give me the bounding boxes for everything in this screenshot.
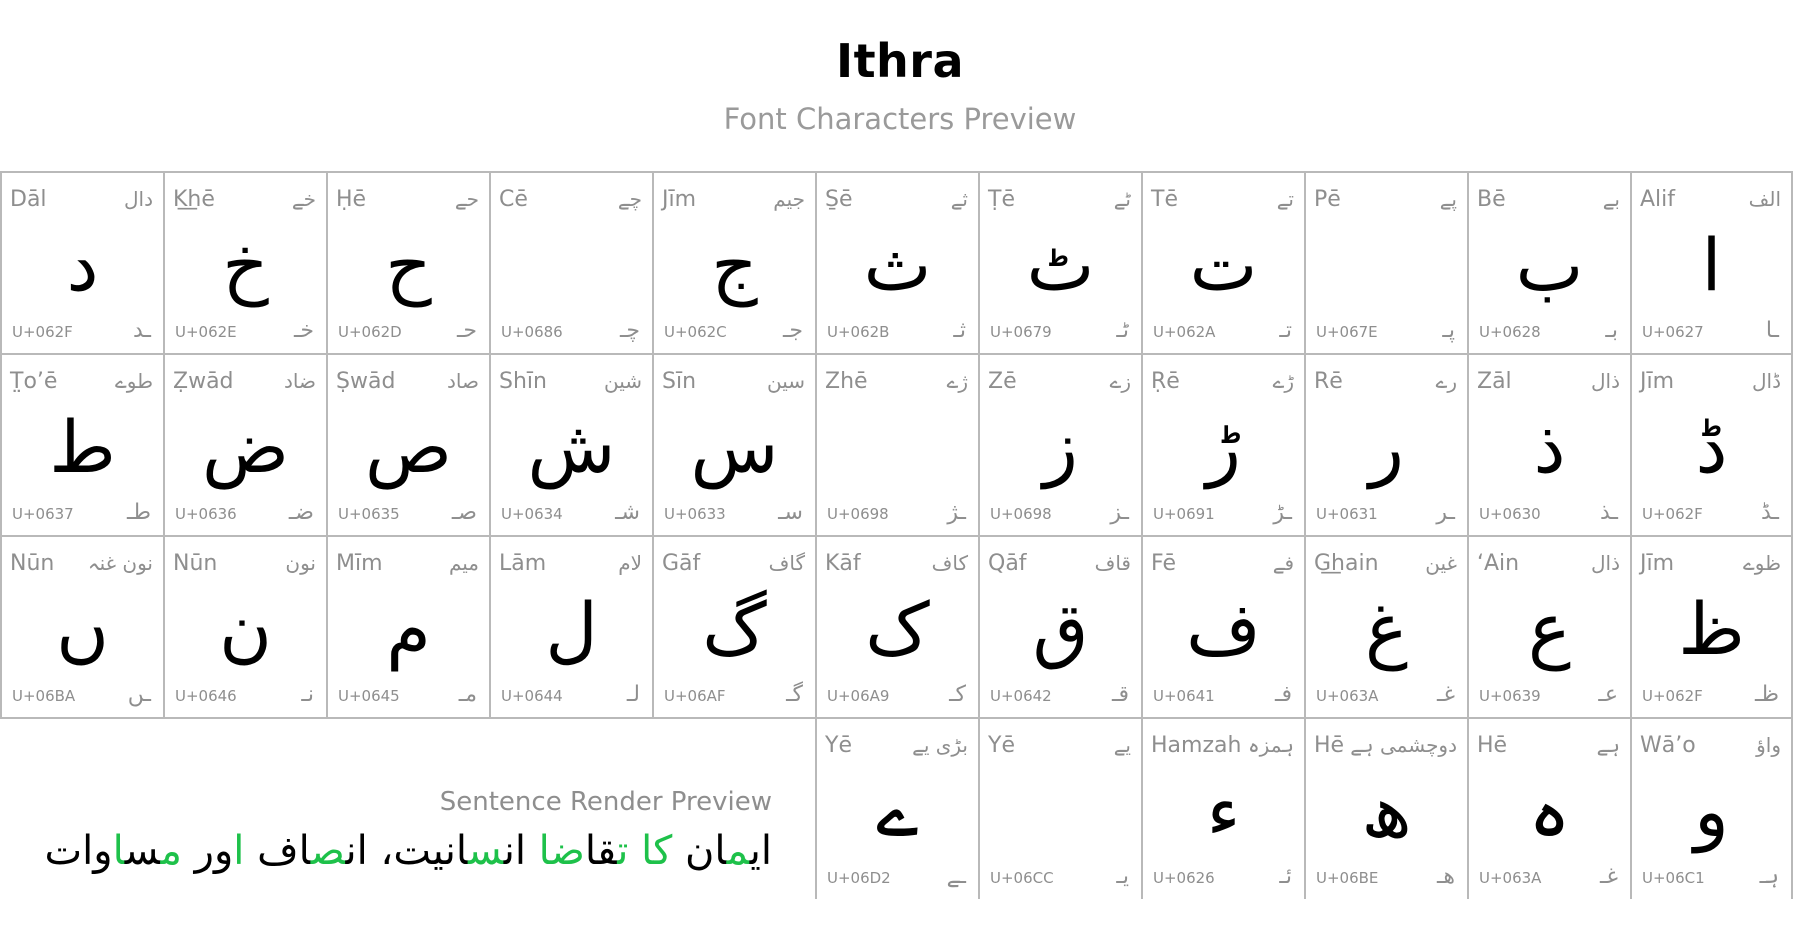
character-glyph: ث bbox=[863, 223, 932, 307]
character-unicode: U+062F bbox=[1642, 687, 1703, 705]
character-joined-form: ـڑ bbox=[1273, 500, 1292, 525]
character-name: Gāf bbox=[662, 551, 701, 576]
character-urdu-name: طوے bbox=[115, 369, 153, 393]
character-name: G͟hain bbox=[1314, 551, 1379, 576]
character-joined-form: ـے bbox=[946, 864, 966, 889]
character-urdu-name: پے bbox=[1439, 187, 1457, 211]
character-name: Zē bbox=[988, 369, 1017, 394]
character-joined-form: صـ bbox=[451, 500, 477, 525]
character-urdu-name: نون غنہ bbox=[87, 551, 153, 575]
character-cell bbox=[326, 171, 489, 353]
character-urdu-name: بڑی یے bbox=[912, 733, 968, 757]
character-unicode: U+0644 bbox=[501, 687, 563, 705]
character-unicode: U+062F bbox=[1642, 505, 1703, 523]
character-unicode: U+062A bbox=[1153, 323, 1216, 341]
character-glyph: ت bbox=[1189, 223, 1258, 307]
character-joined-form: سـ bbox=[778, 500, 803, 525]
character-urdu-name: خے bbox=[291, 187, 316, 211]
sentence-segment: ان bbox=[672, 828, 727, 874]
character-joined-form: ہـ bbox=[1759, 864, 1779, 889]
character-urdu-name: دوچشمی ہے bbox=[1350, 733, 1457, 757]
character-cell bbox=[1630, 535, 1793, 717]
character-cell bbox=[652, 353, 815, 535]
character-joined-form: ثـ bbox=[953, 318, 966, 343]
character-unicode: U+062D bbox=[338, 323, 402, 341]
character-name: K͟hē bbox=[173, 187, 215, 212]
character-name: ‘Ain bbox=[1477, 551, 1520, 576]
character-cell bbox=[1141, 353, 1304, 535]
character-name: Alif bbox=[1640, 187, 1676, 212]
character-name: Yē bbox=[988, 733, 1015, 758]
character-unicode: U+0636 bbox=[175, 505, 237, 523]
character-urdu-name: ثے bbox=[950, 187, 968, 211]
character-glyph: ھ bbox=[1361, 769, 1412, 853]
character-urdu-name: فے bbox=[1272, 551, 1294, 575]
character-unicode: U+063A bbox=[1479, 869, 1542, 887]
character-name: Jīm bbox=[1640, 551, 1675, 576]
character-joined-form: ـز bbox=[1110, 500, 1129, 525]
sentence-segment: ت bbox=[617, 828, 629, 874]
character-cell bbox=[1630, 353, 1793, 535]
character-name: Dāl bbox=[10, 187, 47, 212]
character-cell bbox=[163, 353, 326, 535]
character-urdu-name: غین bbox=[1425, 551, 1457, 575]
page-subtitle: Font Characters Preview bbox=[723, 102, 1077, 136]
character-joined-form: ـذ bbox=[1600, 500, 1618, 525]
character-unicode: U+06CC bbox=[990, 869, 1054, 887]
character-cell bbox=[978, 171, 1141, 353]
character-unicode: U+0628 bbox=[1479, 323, 1541, 341]
character-cell bbox=[815, 535, 978, 717]
character-unicode: U+067E bbox=[1316, 323, 1378, 341]
character-name: Mīm bbox=[336, 551, 383, 576]
character-cell bbox=[0, 353, 163, 535]
character-urdu-name: شین bbox=[603, 369, 642, 393]
character-glyph: ک bbox=[865, 587, 930, 671]
character-glyph: ر bbox=[1369, 405, 1404, 489]
character-urdu-name: بے bbox=[1602, 187, 1620, 211]
character-joined-form: خـ bbox=[293, 318, 314, 343]
character-urdu-name: ڈال bbox=[1752, 369, 1781, 393]
character-glyph: و bbox=[1694, 769, 1729, 853]
character-joined-form: ضـ bbox=[288, 500, 314, 525]
character-joined-form: غـ bbox=[1600, 864, 1618, 889]
character-unicode: U+0626 bbox=[1153, 869, 1215, 887]
sentence-preview-label: Sentence Render Preview bbox=[439, 787, 772, 817]
character-unicode: U+0635 bbox=[338, 505, 400, 523]
character-urdu-name: گاف bbox=[768, 551, 805, 575]
character-unicode: U+0637 bbox=[12, 505, 74, 523]
character-unicode: U+0627 bbox=[1642, 323, 1704, 341]
character-glyph: ڑ bbox=[1206, 405, 1241, 489]
character-glyph: ض bbox=[201, 405, 290, 489]
character-unicode: U+0634 bbox=[501, 505, 563, 523]
character-name: Ṭē bbox=[988, 187, 1015, 212]
character-urdu-name: رے bbox=[1435, 369, 1457, 393]
character-glyph: ح bbox=[385, 223, 432, 307]
character-urdu-name: ڑے bbox=[1272, 369, 1294, 393]
character-unicode: U+06BE bbox=[1316, 869, 1379, 887]
sentence-segment: ضا bbox=[538, 828, 585, 874]
character-name: Nūn bbox=[173, 551, 218, 576]
character-joined-form: ـر bbox=[1436, 500, 1455, 525]
character-glyph: ق bbox=[1032, 587, 1089, 671]
character-unicode: U+06BA bbox=[12, 687, 76, 705]
character-name: Ṛē bbox=[1151, 369, 1180, 394]
character-urdu-name: قاف bbox=[1094, 551, 1131, 575]
character-glyph: ط bbox=[49, 405, 116, 489]
character-name: Hē bbox=[1477, 733, 1508, 758]
character-name: Jīm bbox=[1640, 369, 1675, 394]
character-urdu-name: سین bbox=[766, 369, 805, 393]
character-glyph: ٹ bbox=[1026, 223, 1095, 307]
character-cell bbox=[1141, 717, 1304, 899]
character-cell bbox=[1630, 171, 1793, 353]
character-urdu-name: صاد bbox=[447, 369, 479, 393]
character-glyph: ز bbox=[1043, 405, 1078, 489]
character-joined-form: فـ bbox=[1275, 682, 1292, 707]
character-name: Pē bbox=[1314, 187, 1341, 212]
character-joined-form: لـ bbox=[626, 682, 640, 707]
character-urdu-name: لام bbox=[618, 551, 642, 575]
sentence-segment: ان bbox=[503, 828, 539, 874]
character-unicode: U+062B bbox=[827, 323, 890, 341]
character-name: Ẓwād bbox=[173, 369, 234, 394]
character-cell bbox=[815, 171, 978, 353]
character-unicode: U+0630 bbox=[1479, 505, 1541, 523]
character-cell bbox=[815, 717, 978, 899]
character-joined-form: ـا bbox=[1765, 318, 1779, 343]
character-cell bbox=[1304, 535, 1467, 717]
character-glyph: س bbox=[690, 405, 779, 489]
character-urdu-name: زے bbox=[1109, 369, 1131, 393]
character-unicode: U+063A bbox=[1316, 687, 1379, 705]
character-name: Wā’o bbox=[1640, 733, 1696, 758]
character-name: Zhē bbox=[825, 369, 868, 394]
character-joined-form: جـ bbox=[782, 318, 803, 343]
character-cell bbox=[1141, 171, 1304, 353]
character-unicode: U+0691 bbox=[1153, 505, 1215, 523]
sentence-segment: ای bbox=[749, 828, 772, 874]
character-cell bbox=[489, 353, 652, 535]
character-cell bbox=[978, 717, 1141, 899]
character-joined-form: ھـ bbox=[1436, 864, 1455, 889]
character-name: Jīm bbox=[662, 187, 697, 212]
sentence-segment: انیت، ان bbox=[345, 828, 469, 874]
character-unicode: U+0631 bbox=[1316, 505, 1378, 523]
character-name: Bē bbox=[1477, 187, 1506, 212]
character-unicode: U+0633 bbox=[664, 505, 726, 523]
sentence-segment bbox=[628, 828, 641, 874]
character-unicode: U+0686 bbox=[501, 323, 563, 341]
character-name: Ṣwād bbox=[336, 369, 396, 394]
character-joined-form: ٹـ bbox=[1116, 318, 1129, 343]
character-joined-form: قـ bbox=[1112, 682, 1129, 707]
character-urdu-name: ہمزہ bbox=[1247, 733, 1294, 757]
sentence-segment: ا bbox=[233, 828, 245, 874]
character-cell bbox=[1467, 535, 1630, 717]
sentence-preview-text bbox=[40, 828, 772, 874]
character-joined-form: پـ bbox=[1442, 318, 1455, 343]
character-glyph: ے bbox=[876, 769, 919, 853]
character-unicode: U+0645 bbox=[338, 687, 400, 705]
character-unicode: U+0679 bbox=[990, 323, 1052, 341]
sentence-segment: ا bbox=[112, 828, 125, 874]
character-urdu-name: الف bbox=[1748, 187, 1781, 211]
character-unicode: U+0642 bbox=[990, 687, 1052, 705]
character-urdu-name: ہے bbox=[1596, 733, 1620, 757]
character-cell bbox=[0, 535, 163, 717]
sentence-segment: س bbox=[124, 828, 161, 874]
character-name: Hamzah bbox=[1151, 733, 1242, 758]
character-name: Lām bbox=[499, 551, 547, 576]
character-cell bbox=[652, 171, 815, 353]
character-glyph: غ bbox=[1365, 587, 1408, 671]
character-name: Ḥē bbox=[336, 187, 367, 212]
character-unicode: U+0646 bbox=[175, 687, 237, 705]
character-glyph: ص bbox=[364, 405, 453, 489]
character-cell bbox=[1467, 353, 1630, 535]
grid-divider bbox=[0, 717, 815, 719]
character-name: Kāf bbox=[825, 551, 861, 576]
character-glyph: گ bbox=[702, 587, 767, 671]
character-cell bbox=[326, 535, 489, 717]
character-joined-form: عـ bbox=[1598, 682, 1618, 707]
character-joined-form: ـڈ bbox=[1761, 500, 1779, 525]
character-joined-form: مـ bbox=[458, 682, 477, 707]
character-name: Sīn bbox=[662, 369, 697, 394]
sentence-segment: م bbox=[160, 828, 182, 874]
character-urdu-name: ٹے bbox=[1113, 187, 1131, 211]
character-glyph: ا bbox=[1701, 223, 1722, 307]
character-unicode: U+06A9 bbox=[827, 687, 890, 705]
character-urdu-name: واؤ bbox=[1756, 733, 1781, 757]
character-glyph: ہ bbox=[1528, 769, 1571, 853]
character-cell bbox=[489, 171, 652, 353]
character-cell bbox=[326, 353, 489, 535]
character-cell bbox=[1304, 717, 1467, 899]
character-glyph: ذ bbox=[1533, 405, 1566, 489]
character-joined-form: کـ bbox=[949, 682, 966, 707]
character-joined-form: طـ bbox=[127, 500, 151, 525]
character-joined-form: حـ bbox=[456, 318, 477, 343]
character-unicode: U+0641 bbox=[1153, 687, 1215, 705]
character-cell bbox=[978, 535, 1141, 717]
character-glyph: د bbox=[66, 223, 99, 307]
character-joined-form: شـ bbox=[615, 500, 640, 525]
sentence-segment: ص bbox=[310, 828, 346, 874]
character-urdu-name: ذال bbox=[1591, 551, 1620, 575]
character-glyph: م bbox=[386, 587, 431, 671]
character-cell bbox=[489, 535, 652, 717]
character-urdu-name: حے bbox=[454, 187, 479, 211]
character-glyph: ب bbox=[1515, 223, 1584, 307]
character-urdu-name: میم bbox=[448, 551, 479, 575]
character-glyph: ں bbox=[56, 587, 109, 671]
character-unicode: U+062F bbox=[12, 323, 73, 341]
character-unicode: U+062E bbox=[175, 323, 237, 341]
character-cell bbox=[815, 353, 978, 535]
character-glyph: ش bbox=[527, 405, 616, 489]
character-urdu-name: چے bbox=[617, 187, 642, 211]
character-urdu-name: دال bbox=[124, 187, 153, 211]
character-name: Shīn bbox=[499, 369, 547, 394]
character-name: Rē bbox=[1314, 369, 1343, 394]
character-name: Hē bbox=[1314, 733, 1345, 758]
character-urdu-name: ژے bbox=[946, 369, 968, 393]
character-cell bbox=[652, 535, 815, 717]
character-joined-form: غـ bbox=[1437, 682, 1455, 707]
character-joined-form: نـ bbox=[301, 682, 314, 707]
character-joined-form: بـ bbox=[1605, 318, 1618, 343]
character-joined-form: ئـ bbox=[1279, 864, 1292, 889]
character-name: Fē bbox=[1151, 551, 1176, 576]
character-unicode: U+062C bbox=[664, 323, 727, 341]
character-joined-form: ـد bbox=[133, 318, 151, 343]
character-name: T̤o’ē bbox=[10, 369, 58, 394]
character-unicode: U+0698 bbox=[990, 505, 1052, 523]
character-glyph: خ bbox=[222, 223, 269, 307]
character-name: Zāl bbox=[1477, 369, 1512, 394]
character-cell bbox=[978, 353, 1141, 535]
character-glyph: ج bbox=[711, 223, 758, 307]
character-glyph: ع bbox=[1528, 587, 1571, 671]
character-glyph: ظ bbox=[1678, 587, 1745, 671]
character-urdu-name: تے bbox=[1276, 187, 1294, 211]
character-glyph: ف bbox=[1186, 587, 1261, 671]
character-glyph: ن bbox=[219, 587, 272, 671]
character-unicode: U+06C1 bbox=[1642, 869, 1705, 887]
character-name: Cē bbox=[499, 187, 528, 212]
character-joined-form: ـژ bbox=[947, 500, 966, 525]
character-grid bbox=[0, 171, 1800, 901]
character-joined-form: ظـ bbox=[1755, 682, 1779, 707]
character-urdu-name: ضاد bbox=[284, 369, 316, 393]
character-cell bbox=[1467, 171, 1630, 353]
character-urdu-name: یے bbox=[1113, 733, 1131, 757]
character-joined-form: تـ bbox=[1279, 318, 1292, 343]
character-joined-form: چـ bbox=[619, 318, 640, 343]
font-title: Ithra bbox=[835, 34, 965, 88]
sentence-segment: س bbox=[468, 828, 504, 874]
character-urdu-name: ذال bbox=[1591, 369, 1620, 393]
character-unicode: U+06AF bbox=[664, 687, 726, 705]
character-unicode: U+0639 bbox=[1479, 687, 1541, 705]
character-cell bbox=[1304, 171, 1467, 353]
character-urdu-name: ظوے bbox=[1743, 551, 1781, 575]
character-urdu-name: جیم bbox=[773, 187, 805, 211]
character-glyph: ء bbox=[1206, 769, 1241, 853]
character-cell bbox=[163, 535, 326, 717]
character-unicode: U+0698 bbox=[827, 505, 889, 523]
character-urdu-name: نون bbox=[285, 551, 316, 575]
character-glyph: ل bbox=[545, 587, 598, 671]
character-name: Yē bbox=[825, 733, 852, 758]
character-name: Nūn bbox=[10, 551, 55, 576]
character-name: Qāf bbox=[988, 551, 1027, 576]
sentence-segment: کا bbox=[641, 828, 673, 874]
character-glyph: ڈ bbox=[1695, 405, 1728, 489]
character-cell bbox=[0, 171, 163, 353]
character-cell bbox=[163, 171, 326, 353]
character-joined-form: ـں bbox=[127, 682, 151, 707]
character-urdu-name: کاف bbox=[931, 551, 968, 575]
sentence-segment: م bbox=[726, 828, 750, 874]
character-joined-form: یـ bbox=[1116, 864, 1129, 889]
character-cell bbox=[1467, 717, 1630, 899]
character-cell bbox=[1630, 717, 1793, 899]
character-cell bbox=[1141, 535, 1304, 717]
character-unicode: U+06D2 bbox=[827, 869, 891, 887]
sentence-segment: ور bbox=[181, 828, 234, 874]
sentence-segment: وات bbox=[44, 828, 113, 874]
character-joined-form: گـ bbox=[786, 682, 803, 707]
sentence-segment: اف bbox=[244, 828, 311, 874]
character-cell bbox=[1304, 353, 1467, 535]
sentence-segment: قا bbox=[584, 828, 618, 874]
character-name: Tē bbox=[1151, 187, 1178, 212]
character-name: S̱ē bbox=[825, 187, 853, 212]
